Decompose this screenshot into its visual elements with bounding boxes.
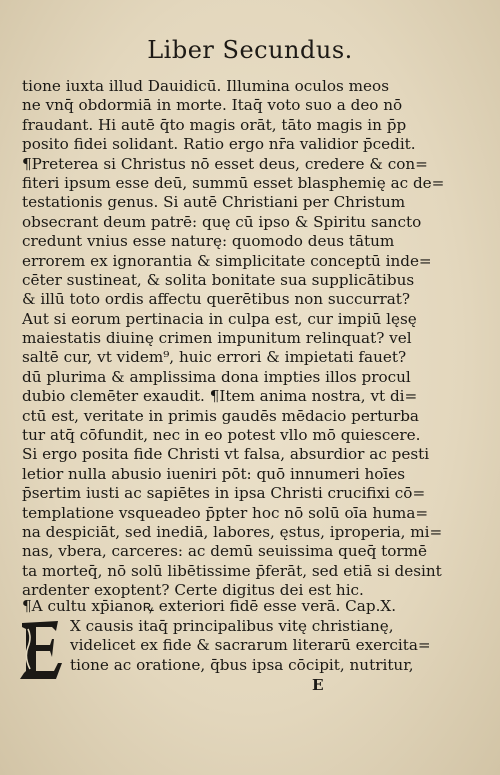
text-line: obsecrant deum patrē: quę cū ipso & Spiritu sancto (22, 212, 422, 231)
text-line: testationis genus. Si autē Christiani per Christum (22, 193, 406, 212)
chapter-heading: ¶A cultu xp̄ianoꝶ exteriori fidē esse verā. Cap.X. (22, 597, 397, 615)
text-line: tione iuxta illud Dauidicū. Illumina oculos meos (22, 77, 389, 95)
text-line: credunt vnius esse naturę: quomodo deus tātum (22, 232, 395, 251)
text-line: fiteri ipsum esse deū, summū esset blasphemię ac de= (22, 173, 445, 192)
decorated-initial (18, 617, 66, 681)
text-line: errorem ex ignorantia & simplicitate conceptū inde= (22, 251, 432, 270)
text-line: Si ergo posita fide Christi vt falsa, absurdior ac pesti (22, 445, 430, 464)
text-line: posito fidei solidant. Ratio ergo nr̄a validior p̄cedit. (22, 135, 416, 154)
text-line: saltē cur, vt videm⁹, huic errori & impietati fauet? (22, 348, 407, 367)
text-line: fraudant. Hi autē q̄to magis orāt, tāto magis in p̄p (22, 115, 407, 134)
text-line: na despiciāt, sed inediā, labores, ęstus, iproperia, mi= (22, 522, 443, 541)
text-line: dū plurima & amplissima dona impties illos procul (22, 367, 411, 386)
text-line: ne vnq̄ obdormiā in morte. Itaq̄ voto suo a deo nō (22, 96, 403, 115)
catchword: E (312, 676, 324, 694)
text-line: tione ac oratione, q̄bus ipsa cōcipit, nutritur, (70, 655, 414, 674)
text-line: maiestatis diuinę crimen impunitum relinquat? vel (22, 329, 412, 348)
text-line: ta morteq̄, nō solū libētissime p̄ferāt, sed etiā si desint (22, 561, 442, 580)
running-header: Liber Secundus. (147, 36, 353, 64)
decorated-initial-e-icon (18, 617, 66, 681)
text-line: dubio clemēter exaudit. ¶Item anima nostra, vt di= (22, 387, 418, 406)
text-line: templatione vsqueadeo p̄pter hoc nō solū oīa huma= (22, 503, 429, 522)
text-line: ardenter exoptent? Certe digitus dei est hic. (22, 581, 364, 600)
text-line: cēter sustineat, & solita bonitate sua supplicātibus (22, 270, 415, 289)
text-line: letior nulla abusio iueniri pōt: quō innumeri hoīes (22, 464, 406, 483)
text-line: X causis itaq̄ principalibus vitę christianę, (70, 617, 394, 635)
text-line: ¶Preterea si Christus nō esset deus, credere & con= (22, 154, 428, 173)
text-line: tur atq̄ cōfundit, nec in eo potest vllo mō quiescere. (22, 426, 421, 445)
text-line: p̄sertim iusti ac sapiētes in ipsa Christi crucifixi cō= (22, 484, 426, 503)
text-line: nas, vbera, carceres: ac demū seuissima queq̄ tormē (22, 542, 428, 561)
text-line: videlicet ex fide & sacrarum literarū exercita= (70, 636, 431, 655)
text-line: ctū est, veritate in primis gaudēs mēdacio perturba (22, 406, 419, 425)
text-line: Aut si eorum pertinacia in culpa est, cur impiū lęsę (22, 309, 417, 328)
text-line: & illū toto ordis affectu querētibus non succurrat? (22, 290, 411, 309)
body-text (22, 77, 482, 601)
initial-paragraph (70, 617, 490, 675)
